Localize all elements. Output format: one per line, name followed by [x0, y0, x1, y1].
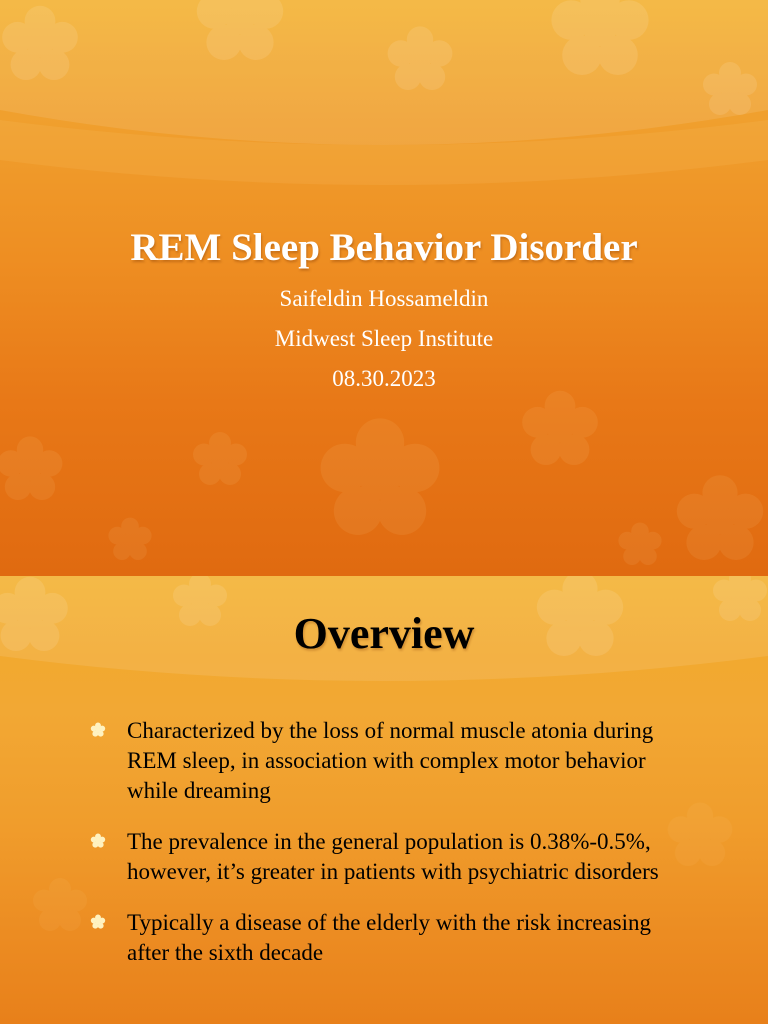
list-item: [90, 827, 670, 887]
bullet-text: The prevalence in the general population is 0.38%-0.5%, however, it’s greater in patients with psychiatric disorders: [127, 829, 659, 884]
bullet-text: Typically a disease of the elderly with the risk increasing after the sixth decade: [127, 910, 652, 965]
presenter-name: Saifeldin Hossameldin: [279, 286, 489, 311]
bullet-text: Characterized by the loss of normal muscle atonia during REM sleep, in association with complex motor behavior while dreaming: [127, 718, 654, 803]
institution-name: Midwest Sleep Institute: [274, 326, 494, 351]
presentation-title: REM Sleep Behavior Disorder: [130, 226, 638, 269]
presentation-date: 08.30.2023: [332, 366, 436, 391]
overview-bullet-list: [90, 716, 670, 989]
list-item: [90, 716, 670, 806]
flower-icon: [90, 722, 106, 738]
list-item: [90, 908, 670, 968]
flower-icon: [90, 833, 106, 849]
flower-icon: [90, 914, 106, 930]
overview-title: Overview: [293, 609, 475, 658]
